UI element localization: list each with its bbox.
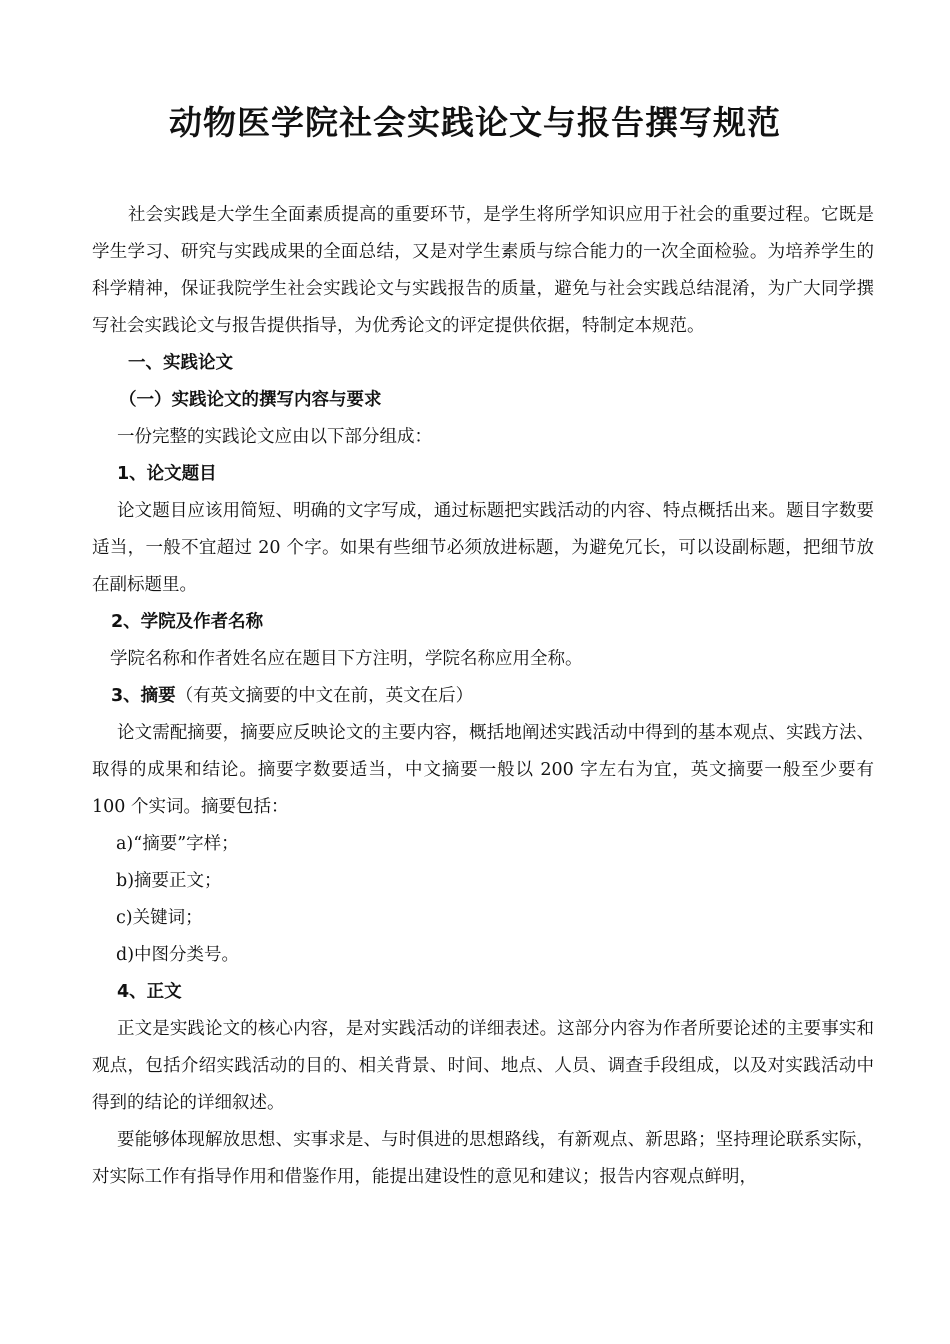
abstract-list-item: b)摘要正文； [116,871,222,891]
item-text-title: 论文题目应该用简短、明确的文字写成，通过标题把实践活动的内容、特点概括出来。题目字数要适当，一般不宜超过 20 个字。如果有些细节必须放进标题，为避免冗长，可以设副标题，把细节放在副标题里。 [92,501,874,595]
abstract-list-item: c)关键词； [116,908,203,928]
subsection-intro: 一份完整的实践论文应由以下部分组成： [117,427,432,447]
section-heading-practice-paper: 一、实践论文 [128,353,233,373]
item-heading-title: 1、论文题目 [117,464,217,484]
item-heading-abstract-row [92,678,874,715]
abstract-list-item: a)“摘要”字样； [116,834,239,854]
item-heading-college-author: 2、学院及作者名称 [111,612,264,632]
item-heading-abstract: 3、摘要 [111,686,176,706]
item-text-abstract: 论文需配摘要，摘要应反映论文的主要内容，概括地阐述实践活动中得到的基本观点、实践方法、取得的成果和结论。摘要字数要适当，中文摘要一般以 200 字左右为宜，英文摘要一般至少要有 100 个实词。摘要包括： [92,723,874,817]
subsection-heading-content-requirements: （一）实践论文的撰写内容与要求 [119,390,382,410]
intro-paragraph: 社会实践是大学生全面素质提高的重要环节，是学生将所学知识应用于社会的重要过程。它既是学生学习、研究与实践成果的全面总结，又是对学生素质与综合能力的一次全面检验。为培养学生的科学精神，保证我院学生社会实践论文与实践报告的质量，避免与社会实践总结混淆，为广大同学撰写社会实践论文与报告提供指导，为优秀论文的评定提供依据，特制定本规范。 [92,205,874,336]
document-title: 动物医学院社会实践论文与报告撰写规范 [169,103,781,142]
item-text-main-text-2: 要能够体现解放思想、实事求是、与时俱进的思想路线，有新观点、新思路；坚持理论联系实际，对实际工作有指导作用和借鉴作用，能提出建设性的意见和建议；报告内容观点鲜明， [92,1130,874,1187]
document-body [92,197,874,1196]
abstract-list-item: d)中图分类号。 [116,945,240,965]
item-text-college-author: 学院名称和作者姓名应在题目下方注明，学院名称应用全称。 [110,649,583,669]
item-heading-main-text: 4、正文 [117,982,182,1002]
abstract-note: （有英文摘要的中文在前，英文在后） [175,686,474,706]
item-text-main-text-1: 正文是实践论文的核心内容，是对实践活动的详细表述。这部分内容为作者所要论述的主要事实和观点，包括介绍实践活动的目的、相关背景、时间、地点、人员、调查手段组成，以及对实践活动中得到的结论的详细叙述。 [92,1019,874,1113]
